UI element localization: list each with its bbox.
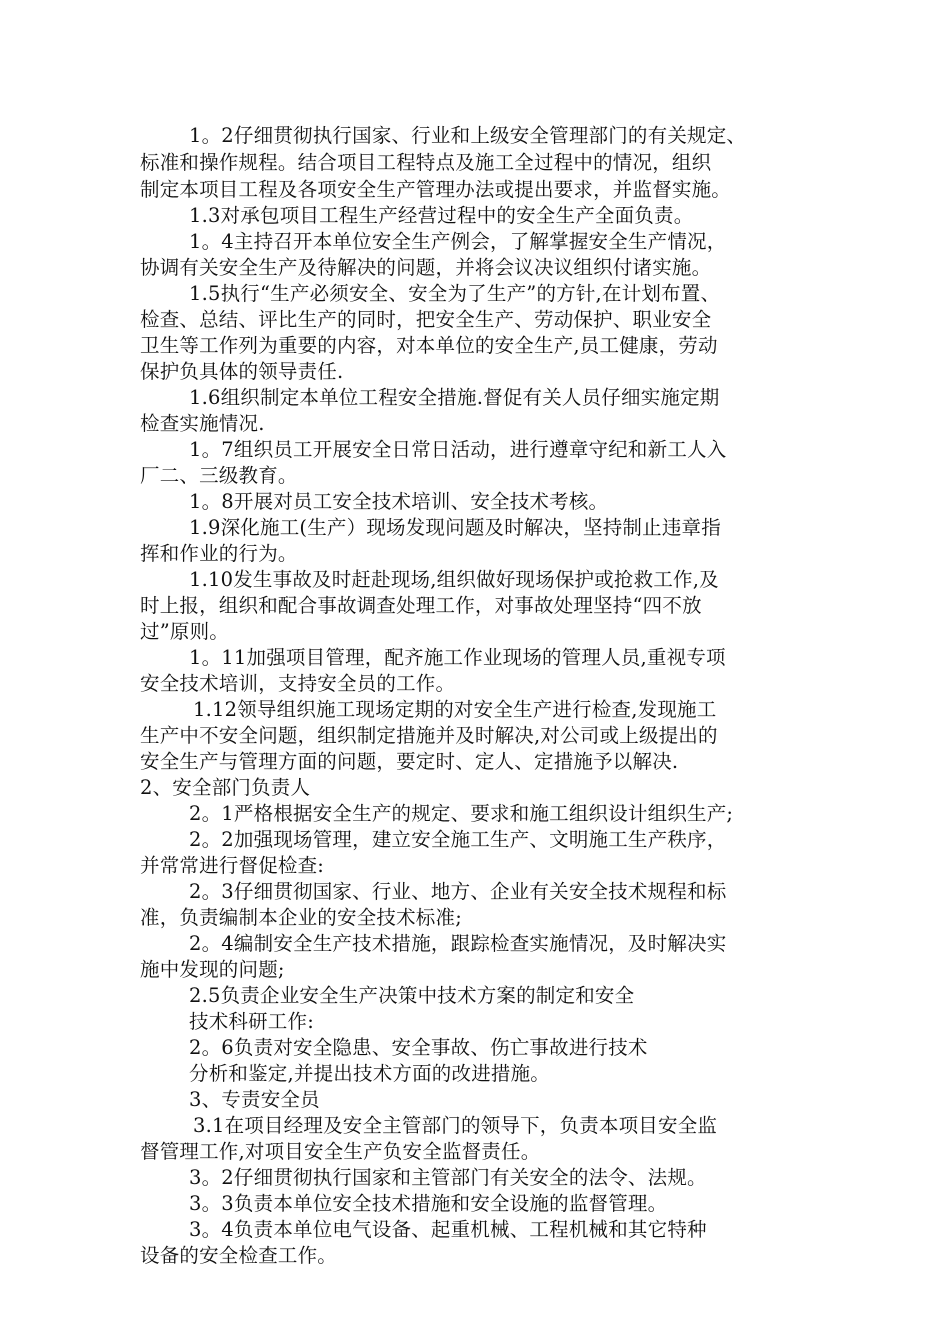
text-line: 保护负具体的领导责任. [140, 360, 344, 383]
text-line: 卫生等工作列为重要的内容，对本单位的安全生产,员工健康，劳动 [140, 334, 718, 357]
text-line: 1.5执行“生产必须安全、安全为了生产”的方针,在计划布置、 [189, 282, 721, 305]
text-line: 2.5负责企业安全生产决策中技术方案的制定和安全 [189, 984, 635, 1007]
text-line: 1。11加强项目管理，配齐施工作业现场的管理人员,重视专项 [189, 646, 726, 669]
text-line: 3。3负责本单位安全技术措施和安全设施的监督管理。 [189, 1192, 668, 1215]
text-line: 1.12领导组织施工现场定期的对安全生产进行检查,发现施工 [193, 698, 717, 721]
text-line: 1.9深化施工(生产）现场发现问题及时解决，坚持制止违章指 [189, 516, 721, 539]
text-line: 2。4编制安全生产技术措施，跟踪检查实施情况，及时解决实 [189, 932, 727, 955]
text-line: 3。4负责本单位电气设备、起重机械、工程机械和其它特种 [189, 1218, 707, 1241]
text-line: 协调有关安全生产及待解决的问题，并将会议决议组织付诸实施。 [140, 256, 712, 279]
text-line: 设备的安全检查工作。 [140, 1244, 338, 1267]
text-line: 1.6组织制定本单位工程安全措施.督促有关人员仔细实施定期 [189, 386, 720, 409]
text-line: 技术科研工作: [189, 1010, 314, 1033]
text-line: 1。4主持召开本单位安全生产例会，了解掌握安全生产情况， [189, 230, 727, 253]
text-line: 1。8开展对员工安全技术培训、安全技术考核。 [189, 490, 609, 513]
text-line: 3.1在项目经理及安全主管部门的领导下，负责本项目安全监 [193, 1114, 718, 1137]
text-line: 生产中不安全问题，组织制定措施并及时解决,对公司或上级提出的 [140, 724, 718, 747]
text-line: 督管理工作,对项目安全生产负安全监督责任。 [140, 1140, 541, 1163]
text-line: 分析和鉴定,并提出技术方面的改进措施。 [189, 1062, 550, 1085]
text-line: 施中发现的问题; [140, 958, 285, 981]
text-line: 2。2加强现场管理，建立安全施工生产、文明施工生产秩序， [189, 828, 727, 851]
text-line: 3。2仔细贯彻执行国家和主管部门有关安全的法令、法规。 [189, 1166, 707, 1189]
text-line: 检查、总结、评比生产的同时，把安全生产、劳动保护、职业安全 [140, 308, 712, 331]
text-line: 1.10发生事故及时赶赴现场,组织做好现场保护或抢救工作,及 [189, 568, 719, 591]
text-line: 过”原则。 [140, 620, 229, 643]
text-line: 制定本项目工程及各项安全生产管理办法或提出要求，并监督实施。 [140, 178, 732, 201]
text-line: 2。3仔细贯彻国家、行业、地方、企业有关安全技术规程和标 [189, 880, 727, 903]
text-line: 1.3对承包项目工程生产经营过程中的安全生产全面负责。 [189, 204, 694, 227]
text-line: 2。6负责对安全隐患、安全事故、伤亡事故进行技术 [189, 1036, 648, 1059]
text-line: 1。2仔细贯彻执行国家、行业和上级安全管理部门的有关规定、 [189, 124, 747, 147]
text-line: 2。1严格根据安全生产的规定、要求和施工组织设计组织生产; [189, 802, 734, 825]
text-line: 并常常进行督促检查: [140, 854, 325, 877]
text-line: 安全技术培训，支持安全员的工作。 [140, 672, 456, 695]
section-heading: 3、专责安全员 [189, 1088, 320, 1111]
text-line: 准，负责编制本企业的安全技术标准; [140, 906, 462, 929]
text-line: 安全生产与管理方面的问题，要定时、定人、定措施予以解决. [140, 750, 679, 773]
text-line: 检查实施情况. [140, 412, 265, 435]
text-line: 厂二、三级教育。 [140, 464, 298, 487]
text-line: 时上报，组织和配合事故调查处理工作，对事故处理坚持“四不放 [140, 594, 702, 617]
text-line: 1。7组织员工开展安全日常日活动，进行遵章守纪和新工人入 [189, 438, 727, 461]
text-line: 标准和操作规程。结合项目工程特点及施工全过程中的情况，组织 [140, 151, 712, 174]
section-heading: 2、安全部门负责人 [140, 776, 311, 799]
text-line: 挥和作业的行为。 [140, 542, 298, 565]
